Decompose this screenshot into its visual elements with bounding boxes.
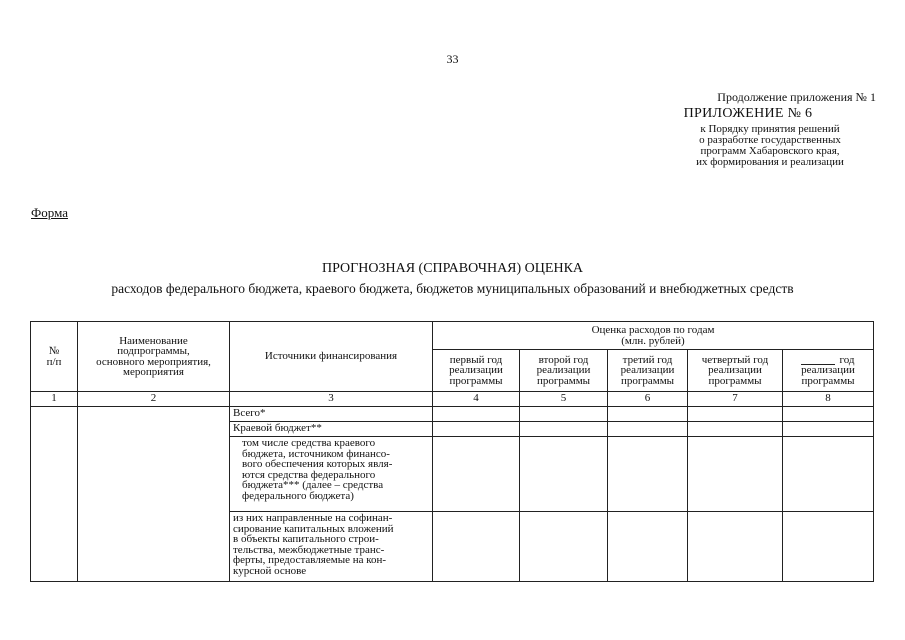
appendix-subtitle-line: о разработке государственных <box>699 134 841 146</box>
source-regional-budget: Краевой бюджет** <box>230 422 433 437</box>
appendix-subtitle-line: к Порядку принятия решений <box>700 123 840 135</box>
estimate-table <box>30 321 874 582</box>
column-number: 2 <box>78 392 230 407</box>
column-number: 7 <box>688 392 783 407</box>
column-number: 1 <box>31 392 78 407</box>
value-cell <box>783 422 874 437</box>
column-number: 3 <box>230 392 433 407</box>
row-num-cell <box>31 407 78 582</box>
column-number-row <box>31 392 874 407</box>
source-cofinancing: из них направленные на софинан- сирование капитальных вложений в объекты капитального строи- тельства, межбюджетные транс- ферты, предоставляемые на кон- курсной основе <box>230 512 433 582</box>
appendix-subtitle-line: программ Хабаровского края, <box>700 145 840 157</box>
appendix-subtitle-line: их формирования и реализации <box>696 156 844 168</box>
value-cell <box>520 437 608 512</box>
value-cell <box>608 512 688 582</box>
value-cell <box>608 422 688 437</box>
column-number: 5 <box>520 392 608 407</box>
continuation-note: Продолжение приложения № 1 <box>717 90 876 104</box>
source-federal-funds: том числе средства краевого бюджета, источником финансо- вого обеспечения которых явля- ются средства федерального бюджета*** (далее – средства федерального бюджета) <box>230 437 433 512</box>
page-number: 33 <box>446 52 459 66</box>
source-total: Всего* <box>230 407 433 422</box>
appendix-subtitle <box>660 124 880 168</box>
header-year-3: третий год реализации программы <box>608 350 688 392</box>
value-cell <box>520 512 608 582</box>
value-cell <box>608 437 688 512</box>
value-cell <box>520 422 608 437</box>
header-name: Наименование подпрограммы, основного мероприятия, мероприятия <box>78 322 230 392</box>
column-number: 4 <box>433 392 520 407</box>
header-row-1 <box>31 322 874 350</box>
column-number: 8 <box>783 392 874 407</box>
row-name-cell <box>78 407 230 582</box>
header-year-5-rest: реализации программы <box>801 364 855 387</box>
value-cell <box>783 512 874 582</box>
value-cell <box>433 407 520 422</box>
value-cell <box>688 407 783 422</box>
header-sources: Источники финансирования <box>230 322 433 392</box>
appendix-title: ПРИЛОЖЕНИЕ № 6 <box>683 106 813 121</box>
table-row <box>31 407 874 422</box>
header-year-1: первый год реализации программы <box>433 350 520 392</box>
header-year-2: второй год реализации программы <box>520 350 608 392</box>
value-cell <box>433 437 520 512</box>
header-year-5 <box>783 350 874 392</box>
value-cell <box>688 437 783 512</box>
value-cell <box>520 407 608 422</box>
document-subtitle: расходов федерального бюджета, краевого бюджета, бюджетов муниципальных образований и внебюджетных средств <box>111 281 794 296</box>
header-year-5-suffix: год <box>839 353 855 366</box>
value-cell <box>688 422 783 437</box>
value-cell <box>433 422 520 437</box>
value-cell <box>783 437 874 512</box>
column-number: 6 <box>608 392 688 407</box>
value-cell <box>783 407 874 422</box>
header-year-4: четвертый год реализации программы <box>688 350 783 392</box>
form-label: Форма <box>31 205 68 220</box>
document-title: ПРОГНОЗНАЯ (СПРАВОЧНАЯ) ОЦЕНКА <box>321 261 584 276</box>
value-cell <box>433 512 520 582</box>
value-cell <box>608 407 688 422</box>
header-num: № п/п <box>31 322 78 392</box>
value-cell <box>688 512 783 582</box>
header-estimate: Оценка расходов по годам (млн. рублей) <box>433 322 874 350</box>
